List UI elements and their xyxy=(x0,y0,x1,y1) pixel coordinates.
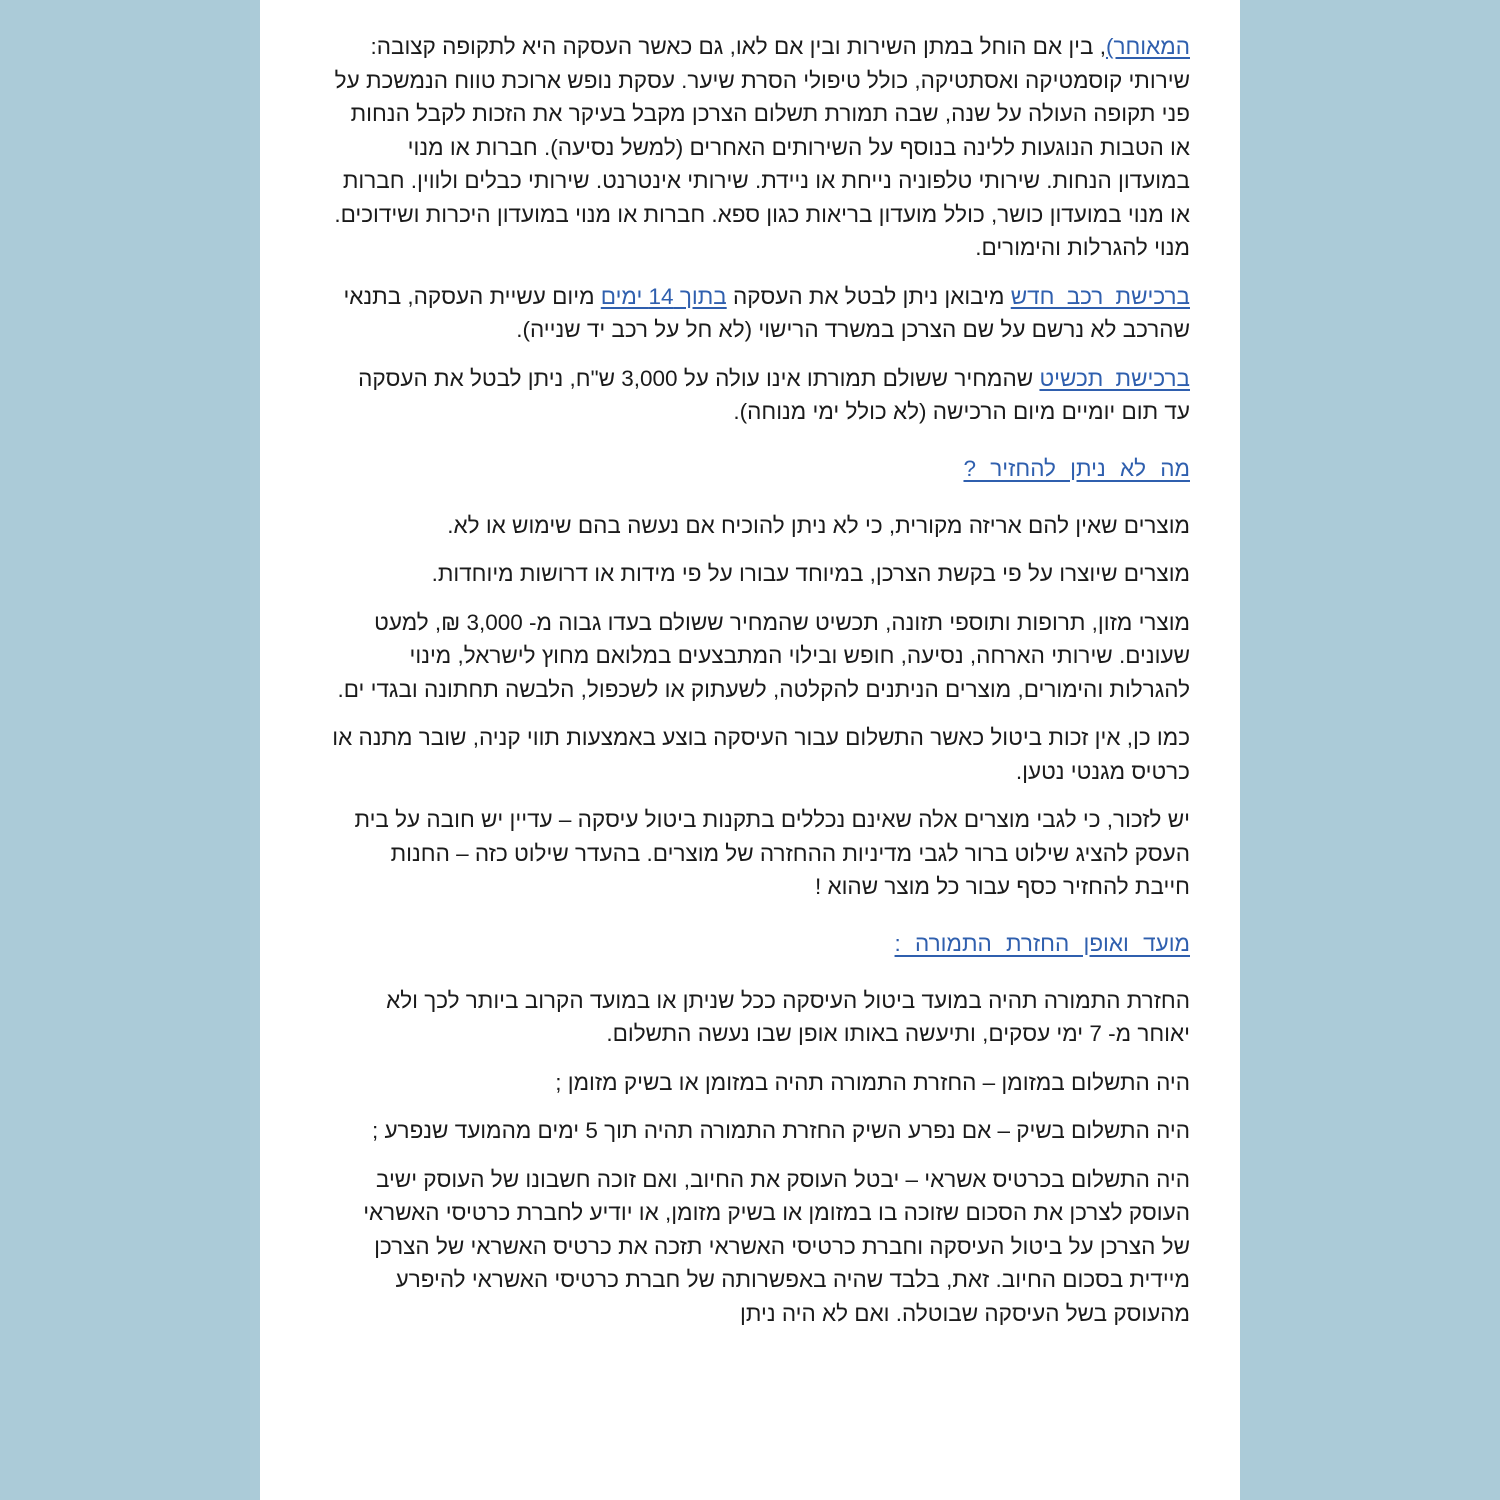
paragraph-text: שהמחיר ששולם תמורתו אינו עולה על 3,000 ש"ח, ניתן לבטל את העסקה עד תום יומיים מיום הרכישה (לא כולל ימי מנוחה). xyxy=(358,365,1190,424)
paragraph-text: מיבואן ניתן לבטל את העסקה xyxy=(726,283,1011,309)
paragraph-vouchers: כמו כן, אין זכות ביטול כאשר התשלום עבור העיסקה בוצע באמצעות תווי קניה, שובר מתנה או כרטיס מגנטי נטען. xyxy=(332,725,1190,784)
paragraph-custom-made: מוצרים שיוצרו על פי בקשת הצרכן, במיוחד עבורו על פי מידות או דרושות מיוחדות. xyxy=(431,561,1190,586)
paragraph-excluded-products: מוצרי מזון, תרופות ותוספי תזונה, תכשיט שהמחיר ששולם בעדו גבוה מ- 3,000 ₪, למעט שעונים. שירותי הארחה, נסיעה, חופש ובילוי המתבצעים במלואם מחוץ לישראל, מינוי להגרלות והימורים, מוצרים הניתנים להקלטה, לשעתוק או לשכפול, הלבשה תחתונה ובגדי ים. xyxy=(337,609,1190,702)
paragraph-text: , בין אם הוחל במתן השירות ובין אם לאו, גם כאשר העסקה היא לתקופה קצובה: שירותי קוסמטיקה ואסתטיקה, כולל טיפולי הסרת שיער. עסקת נופש ארוכת טווח הנמשכת על פני תקופה העולה על שנה, שבה תמורת תשלום הצרכן מקבל בעיקר את הזכות לקבל הנחות או הטבות הנוגעות ללינה בנוסף על השירותים האחרים (למשל נסיעה). חברות או מנוי במועדון הנחות. שירותי טלפוניה נייחת או ניידת. שירותי אינטרנט. שירותי כבלים ולווין. חברות או מנוי במועדון כושר, כולל מועדון בריאות כגון ספא. חברות או מנוי במועדון היכרות ושידוכים. מנוי להגרלות והימורים. xyxy=(334,34,1190,260)
paragraph-new-car xyxy=(330,280,1190,347)
heading-non-returnable xyxy=(330,444,1190,494)
document-page xyxy=(260,0,1240,1500)
paragraph-no-original-packaging: מוצרים שאין להם אריזה מקורית, כי לא ניתן להוכיח אם נעשה בהם שימוש או לא. xyxy=(447,512,1190,538)
heading-non-returnable-link[interactable]: מה לא ניתן להחזיר ? xyxy=(963,455,1190,481)
paragraph-jewelry xyxy=(330,362,1190,429)
link-later[interactable]: המאוחר) xyxy=(1105,34,1190,59)
heading-refund-timing-link[interactable]: מועד ואופן החזרת התמורה : xyxy=(894,930,1190,956)
paragraph-cancellation-services xyxy=(330,30,1190,265)
paragraph-text: מיום עשיית העסקה, בתנאי שהרכב לא נרשם על שם הצרכן במשרד הרישוי (לא חל על רכב יד שנייה). xyxy=(343,283,1190,342)
paragraph-signage-obligation: יש לזכור, כי לגבי מוצרים אלה שאינם נכללים בתקנות ביטול עיסקה – עדיין יש חובה על בית העסק להציג שילוט ברור לגבי מדיניות ההחזרה של מוצרים. בהעדר שילוט כזה – החנות חייבת להחזיר כסף עבור כל מוצר שהוא ! xyxy=(354,807,1190,899)
paragraph-check-refund: היה התשלום בשיק – אם נפרע השיק החזרת התמורה תהיה תוך 5 ימים מהמועד שנפרע ; xyxy=(371,1118,1190,1143)
link-new-car-purchase[interactable]: ברכישת רכב חדש xyxy=(1010,283,1190,309)
paragraph-refund-deadline: החזרת התמורה תהיה במועד ביטול העיסקה ככל שניתן או במועד הקרוב ביותר לכך ולא יאוחר מ- 7 ימי עסקים, ותיעשה באותו אופן שבו נעשה התשלום. xyxy=(386,987,1190,1046)
paragraph-credit-card-refund: היה התשלום בכרטיס אשראי – יבטל העוסק את החיוב, ואם זוכה חשבונו של העוסק ישיב העוסק לצרכן את הסכום שזוכה בו במזומן או בשיק מזומן, או יודיע לחברת כרטיסי האשראי של הצרכן על ביטול העיסקה וחברת כרטיסי האשראי תזכה את כרטיס האשראי של הצרכן מיידית בסכום החיוב. זאת, בלבד שהיה באפשרותה של חברת כרטיסי האשראי להיפרע מהעוסק בשל העיסקה שבוטלה. ואם לא היה ניתן xyxy=(363,1166,1190,1326)
link-within-14-days[interactable]: בתוך 14 ימים xyxy=(600,283,727,309)
paragraph-cash-refund: היה התשלום במזומן – החזרת התמורה תהיה במזומן או בשיק מזומן ; xyxy=(555,1069,1190,1095)
link-jewelry-purchase[interactable]: ברכישת תכשיט xyxy=(1039,365,1190,391)
heading-refund-timing xyxy=(330,919,1190,969)
